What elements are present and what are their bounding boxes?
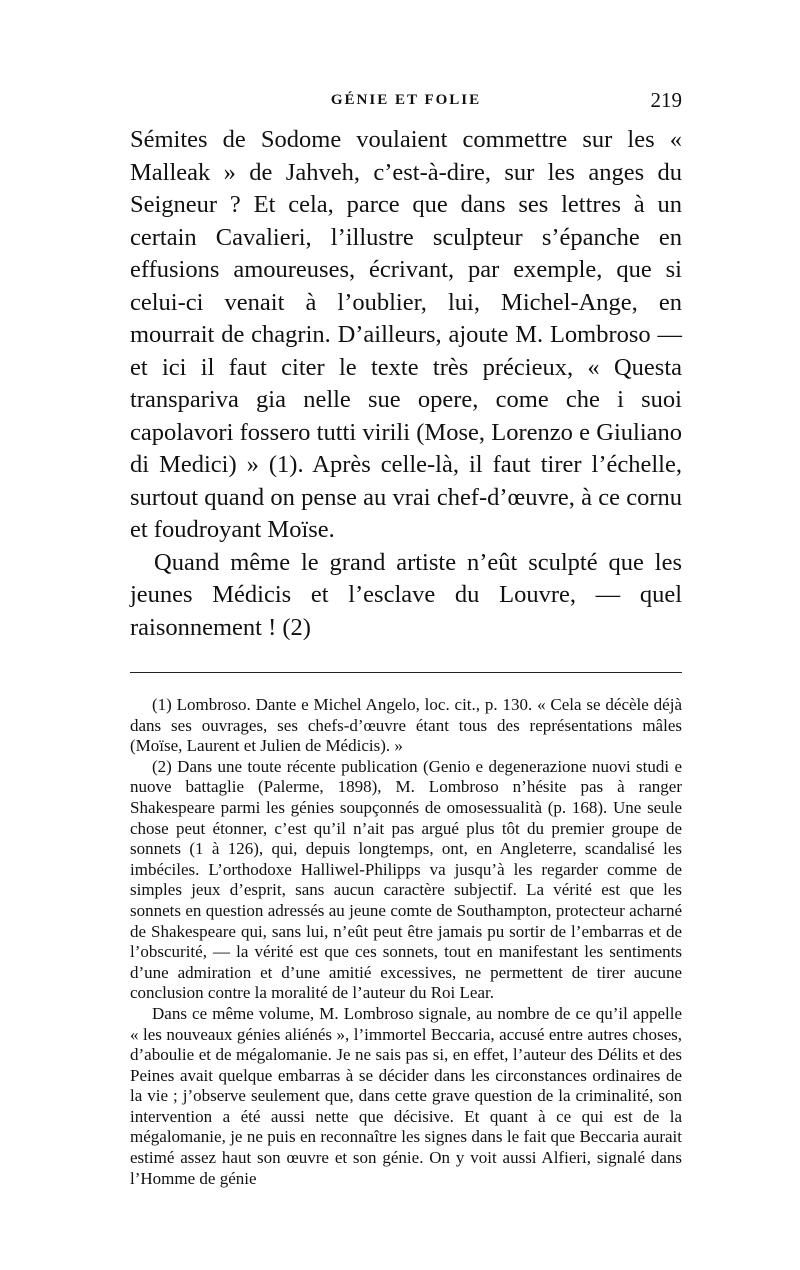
page-number: 219 (650, 88, 682, 112)
footnote: (1) Lombroso. Dante e Michel Angelo, loc. cit., p. 130. « Cela se décèle déjà dans ses ouvrages, ses chefs-d’œuvre étant tous des représentations mâles (Moïse, Laurent et Julien de Médicis). » (130, 695, 682, 756)
running-head (130, 88, 682, 118)
body-paragraph: Sémites de Sodome voulaient commettre sur les « Malleak » de Jahveh, c’est-à-dire, sur les anges du Seigneur ? Et cela, parce que dans ses lettres à un certain Cavalieri, l’illustre sculpteur s’épanche en effusions amoureuses, écrivant, par exemple, que si celui-ci venait à l’oublier, lui, Michel-Ange, en mourrait de chagrin. D’ailleurs, ajoute M. Lombroso — et ici il faut citer le texte très précieux, « Questa transpariva gia nelle sue opere, come che i suoi capolavori fossero tutti virili (Mose, Lorenzo e Giuliano di Medici) » (1). Après celle-là, il faut tirer l’échelle, surtout quand on pense au vrai chef-d’œuvre, à ce cornu et foudroyant Moïse. (130, 126, 682, 543)
main-text (130, 124, 682, 644)
footnote-separator (130, 672, 682, 673)
footnotes (130, 695, 682, 1189)
running-title: GÉNIE ET FOLIE (330, 92, 482, 108)
footnote-continuation: Dans ce même volume, M. Lombroso signale, au nombre de ce qu’il appelle « les nouveaux génies aliénés », l’immortel Beccaria, accusé entre autres choses, d’aboulie et de mégalomanie. Je ne sais pas si, en effet, l’auteur des Délits et des Peines avait quelque embarras à se décider dans les circonstances ordinaires de la vie ; j’observe seulement que, dans cette grave question de la criminalité, son intervention a été aussi nette que décisive. Et quant à ce qui est de la mégalomanie, je ne puis en reconnaître les signes dans le fait que Beccaria aurait estimé assez haut son œuvre et son génie. On y voit aussi Alfieri, signalé dans l’Homme de génie (130, 1003, 682, 1188)
footnote: (2) Dans une toute récente publication (Genio e degenerazione nuovi studi e nuove battaglie (Palerme, 1898), M. Lombroso n’hésite pas à ranger Shakespeare parmi les génies soupçonnés de omosessualità (p. 168). Une seule chose peut étonner, c’est qu’il n’ait pas argué plus tôt du premier groupe de sonnets (1 à 126), qui, depuis longtemps, ont, en Angleterre, scandalisé les imbéciles. L’orthodoxe Halliwel-Philipps va jusqu’à les regarder comme de simples jeux d’esprit, sans aucun caractère subjectif. La vérité est que les sonnets en question adressés au jeune comte de Southampton, protecteur acharné de Shakespeare qui, sans lui, n’eût peut être jamais pu sortir de l’embarras et de l’obscurité, — la vérité est que ces sonnets, tout en manifestant les sentiments d’une admiration et d’une amitié excessives, ne permettent de tirer aucune conclusion contre la moralité de l’auteur du Roi Lear. (130, 756, 682, 1003)
book-page (130, 88, 682, 1189)
body-paragraph: Quand même le grand artiste n’eût sculpté que les jeunes Médicis et l’esclave du Louvre, — quel raisonnement ! (2) (130, 548, 682, 641)
